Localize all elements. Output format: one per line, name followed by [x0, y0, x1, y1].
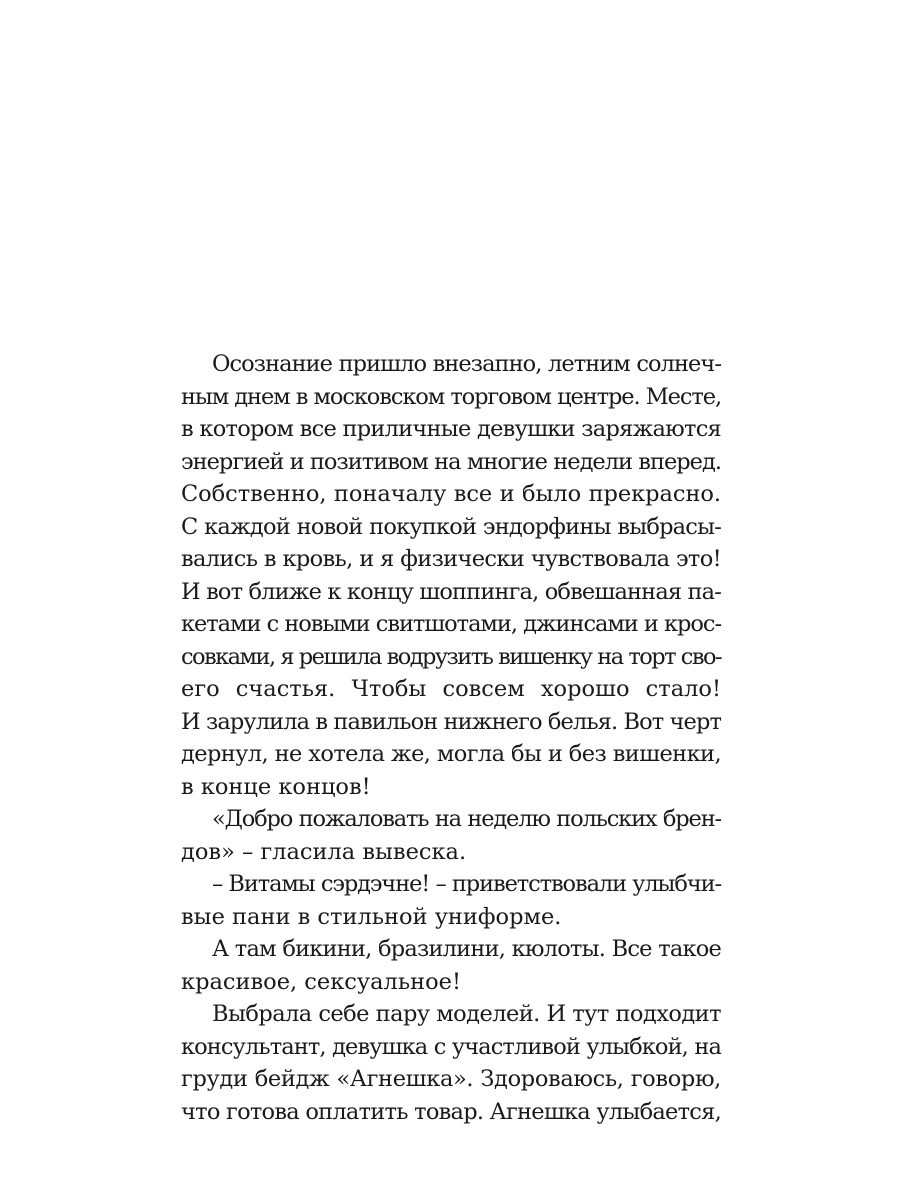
text-line: Выбрала себе пару моделей. И тут подходит — [212, 1001, 721, 1027]
paragraph-1 — [181, 348, 721, 803]
paragraph-3 — [181, 868, 721, 933]
text-line: С каждой новой покупкой эндорфины выбрасы- — [181, 513, 721, 540]
text-line: – Витамы сэрдэчне! – приветствовали улыбчи- — [212, 871, 721, 897]
paragraph-4 — [181, 933, 721, 998]
text-line: его счастья. Чтобы совсем хорошо стало! — [181, 676, 721, 702]
text-line: Собственно, поначалу все и было прекрасно. — [181, 481, 721, 507]
text-line: красивое, сексуальное! — [181, 968, 461, 995]
text-line: И зарулила в павильон нижнего белья. Вот черт — [181, 708, 721, 735]
body-text — [181, 348, 721, 1128]
text-line: консультант, девушка с участливой улыбкой, на — [181, 1033, 721, 1060]
text-line: что готова оплатить товар. Агнешка улыбается, — [181, 1098, 721, 1125]
text-line: Осознание пришло внезапно, летним солнеч- — [212, 351, 721, 377]
text-line: в конце концов! — [181, 773, 371, 800]
text-line: в котором все приличные девушки заряжаются — [181, 416, 721, 442]
text-line: кетами с новыми свитшотами, джинсами и крос- — [181, 611, 721, 637]
text-line: А там бикини, бразилини, кюлоты. Все такое — [212, 936, 721, 962]
text-line: совками, я решила водрузить вишенку на торт сво- — [181, 643, 721, 670]
paragraph-2 — [181, 803, 721, 868]
text-line: дов» – гласила вывеска. — [181, 838, 467, 865]
text-line: дернул, не хотела же, могла бы и без вишенки, — [181, 741, 721, 767]
text-line: энергией и позитивом на многие недели вперед. — [181, 448, 721, 475]
text-line: вались в кровь, и я физически чувствовала это! — [181, 546, 721, 572]
text-line: «Добро пожаловать на неделю польских брен- — [212, 806, 721, 832]
text-line: ным днем в московском торговом центре. Месте, — [181, 383, 721, 410]
text-line: И вот ближе к концу шоппинга, обвешанная па- — [181, 578, 721, 605]
text-line: вые пани в стильной униформе. — [181, 903, 562, 930]
text-line: груди бейдж «Агнешка». Здороваюсь, говорю, — [181, 1066, 721, 1092]
paragraph-5 — [181, 998, 721, 1128]
